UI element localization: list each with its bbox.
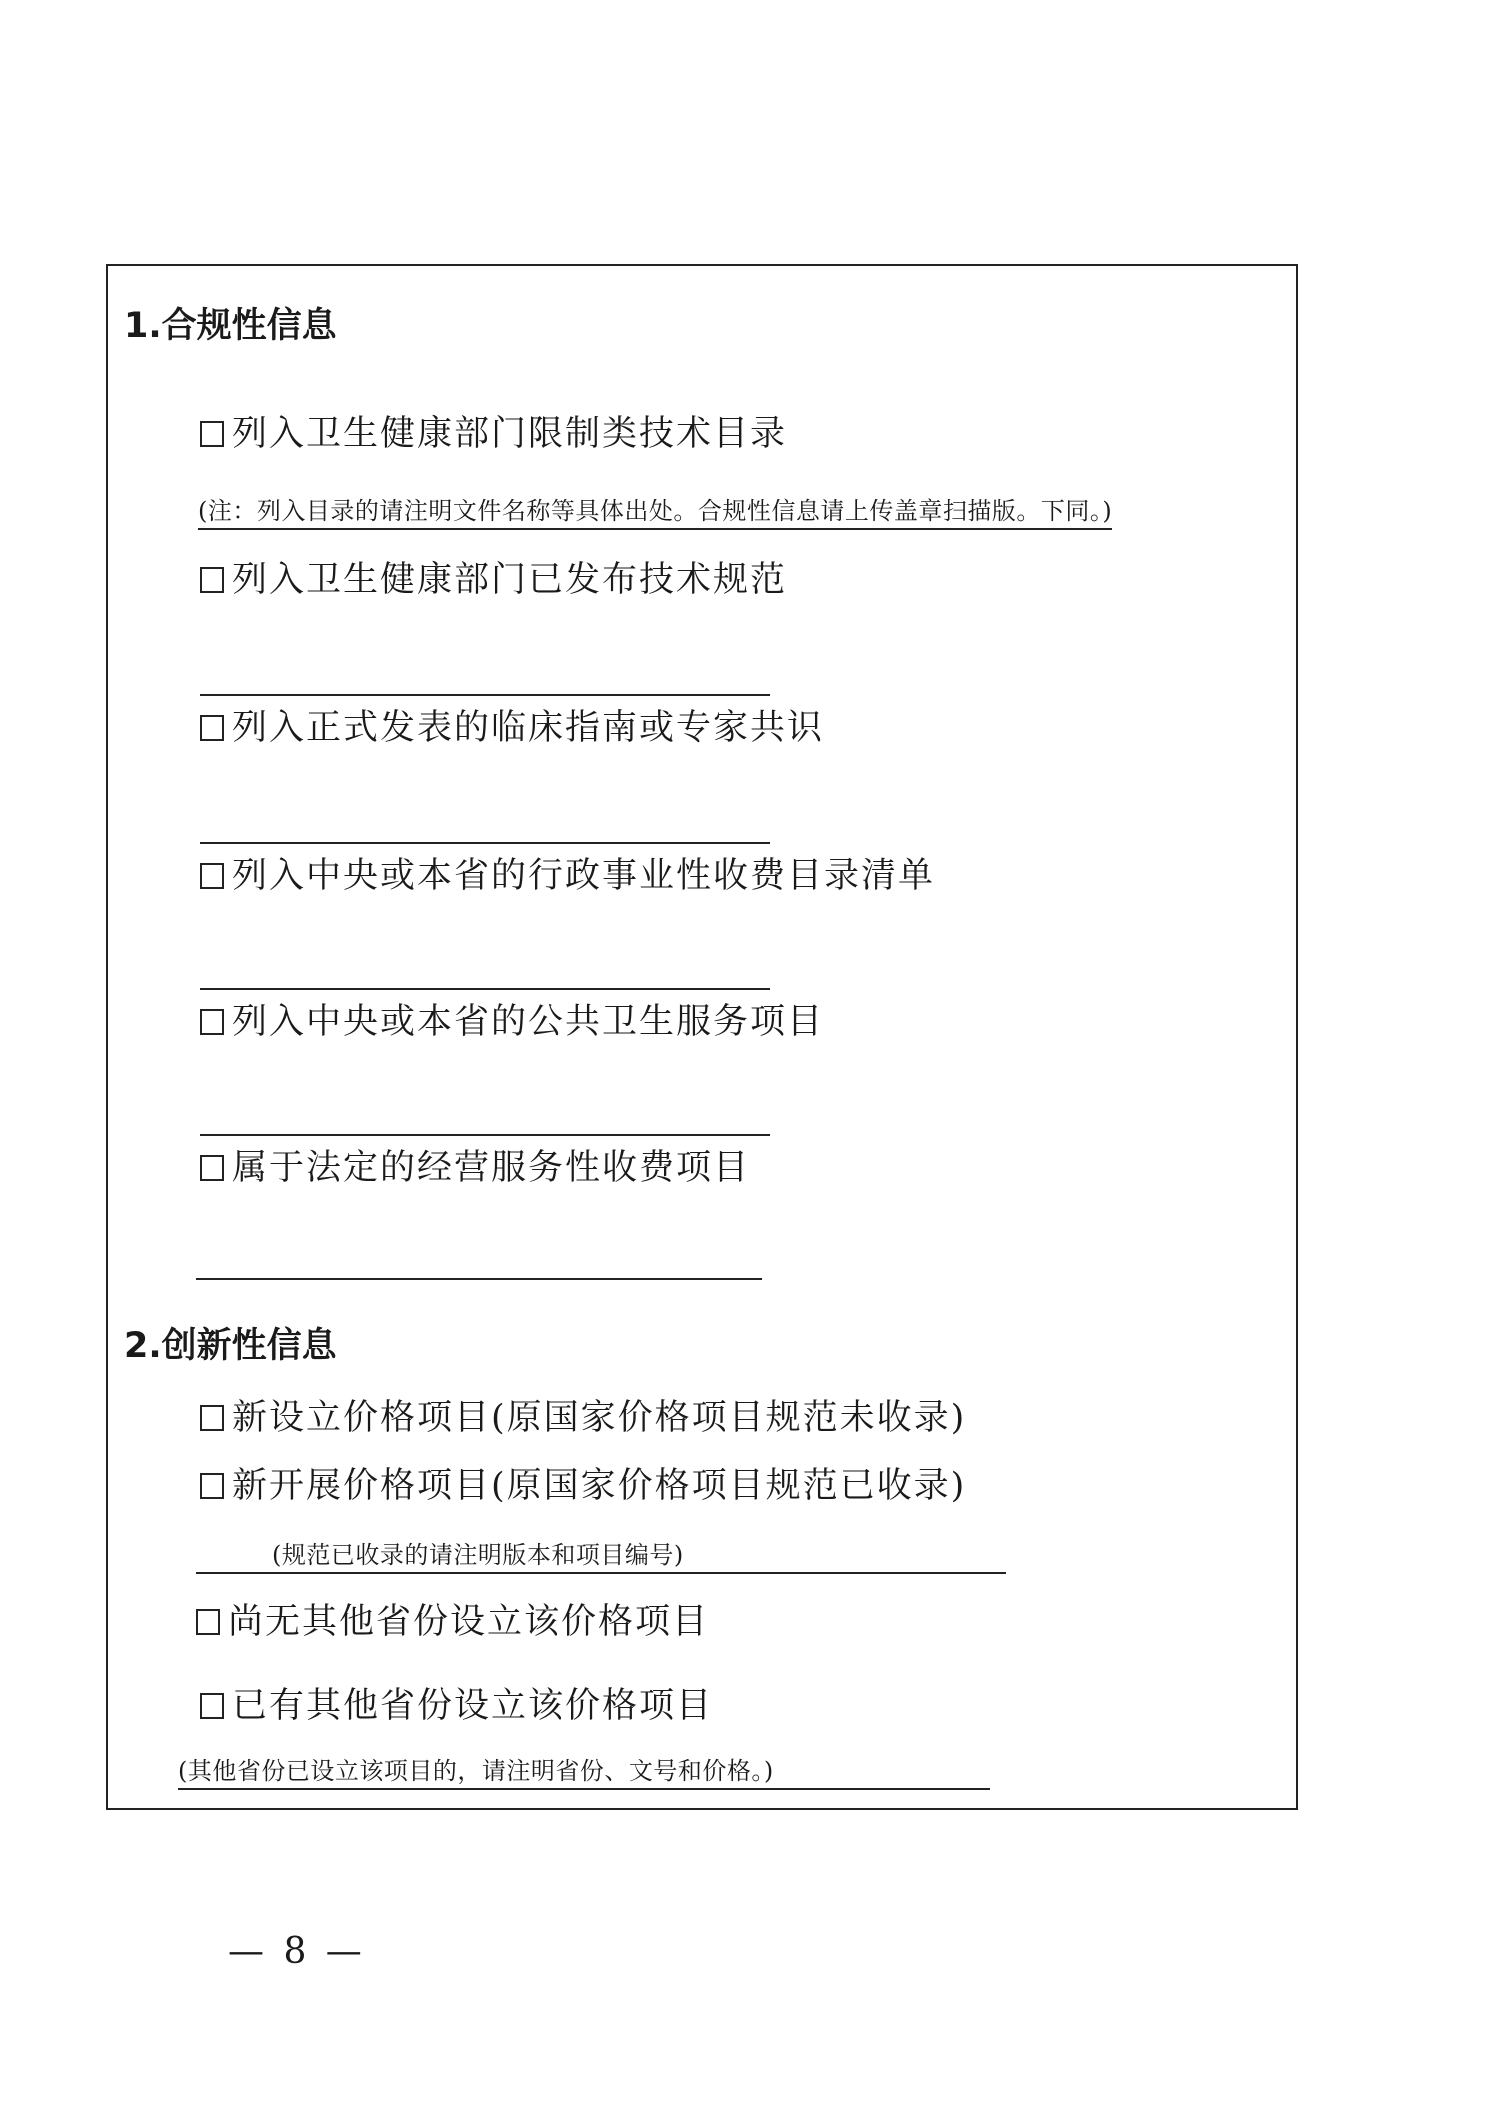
checkbox[interactable] (200, 863, 224, 889)
checkbox-item-published-tech-spec[interactable] (200, 560, 787, 600)
checkbox-label: 属于法定的经营服务性收费项目 (232, 1148, 751, 1188)
checkbox-label: 新设立价格项目(原国家价格项目规范未收录) (232, 1398, 967, 1438)
blank-line[interactable] (196, 1278, 762, 1280)
checkbox-item-statutory-service-fee[interactable] (200, 1148, 750, 1188)
checkbox-item-no-other-province[interactable] (196, 1602, 709, 1642)
section-1-note: (注：列入目录的请注明文件名称等具体出处。合规性信息请上传盖章扫描版。下同。) (198, 496, 1112, 530)
blank-line[interactable] (200, 1134, 770, 1136)
checkbox-label: 列入中央或本省的公共卫生服务项目 (232, 1002, 825, 1042)
checkbox-item-new-price-item[interactable] (200, 1398, 966, 1438)
checkbox[interactable] (200, 1009, 224, 1035)
checkbox[interactable] (200, 1155, 224, 1181)
checkbox-label: 列入正式发表的临床指南或专家共识 (232, 708, 825, 748)
checkbox[interactable] (200, 1693, 224, 1719)
blank-line[interactable] (200, 694, 770, 696)
section-2-title: 2.创新性信息 (124, 1326, 337, 1366)
version-number-note: (规范已收录的请注明版本和项目编号) (196, 1540, 1006, 1574)
checkbox[interactable] (200, 1473, 224, 1499)
checkbox-item-other-province-exists[interactable] (200, 1686, 713, 1726)
checkbox-label: 尚无其他省份设立该价格项目 (228, 1602, 710, 1642)
checkbox-label: 列入卫生健康部门限制类技术目录 (232, 414, 788, 454)
checkbox[interactable] (200, 715, 224, 741)
checkbox[interactable] (196, 1609, 220, 1635)
checkbox-item-newly-launched-price-item[interactable] (200, 1466, 966, 1506)
blank-line[interactable] (200, 842, 770, 844)
checkbox-item-clinical-guideline[interactable] (200, 708, 824, 748)
checkbox[interactable] (200, 567, 224, 593)
other-province-note: (其他省份已设立该项目的，请注明省份、文号和价格。) (178, 1756, 990, 1790)
checkbox-label: 列入卫生健康部门已发布技术规范 (232, 560, 788, 600)
page-number: — 8 — (228, 1931, 366, 1972)
blank-line[interactable] (200, 988, 770, 990)
checkbox-item-public-health-service[interactable] (200, 1002, 824, 1042)
checkbox[interactable] (200, 1405, 224, 1431)
section-1-title: 1.合规性信息 (124, 306, 337, 346)
checkbox-item-restricted-tech-catalog[interactable] (200, 414, 787, 454)
checkbox-item-admin-fee-catalog[interactable] (200, 856, 935, 896)
checkbox-label: 新开展价格项目(原国家价格项目规范已收录) (232, 1466, 967, 1506)
checkbox-label: 列入中央或本省的行政事业性收费目录清单 (232, 856, 936, 896)
checkbox-label: 已有其他省份设立该价格项目 (232, 1686, 714, 1726)
checkbox[interactable] (200, 421, 224, 447)
